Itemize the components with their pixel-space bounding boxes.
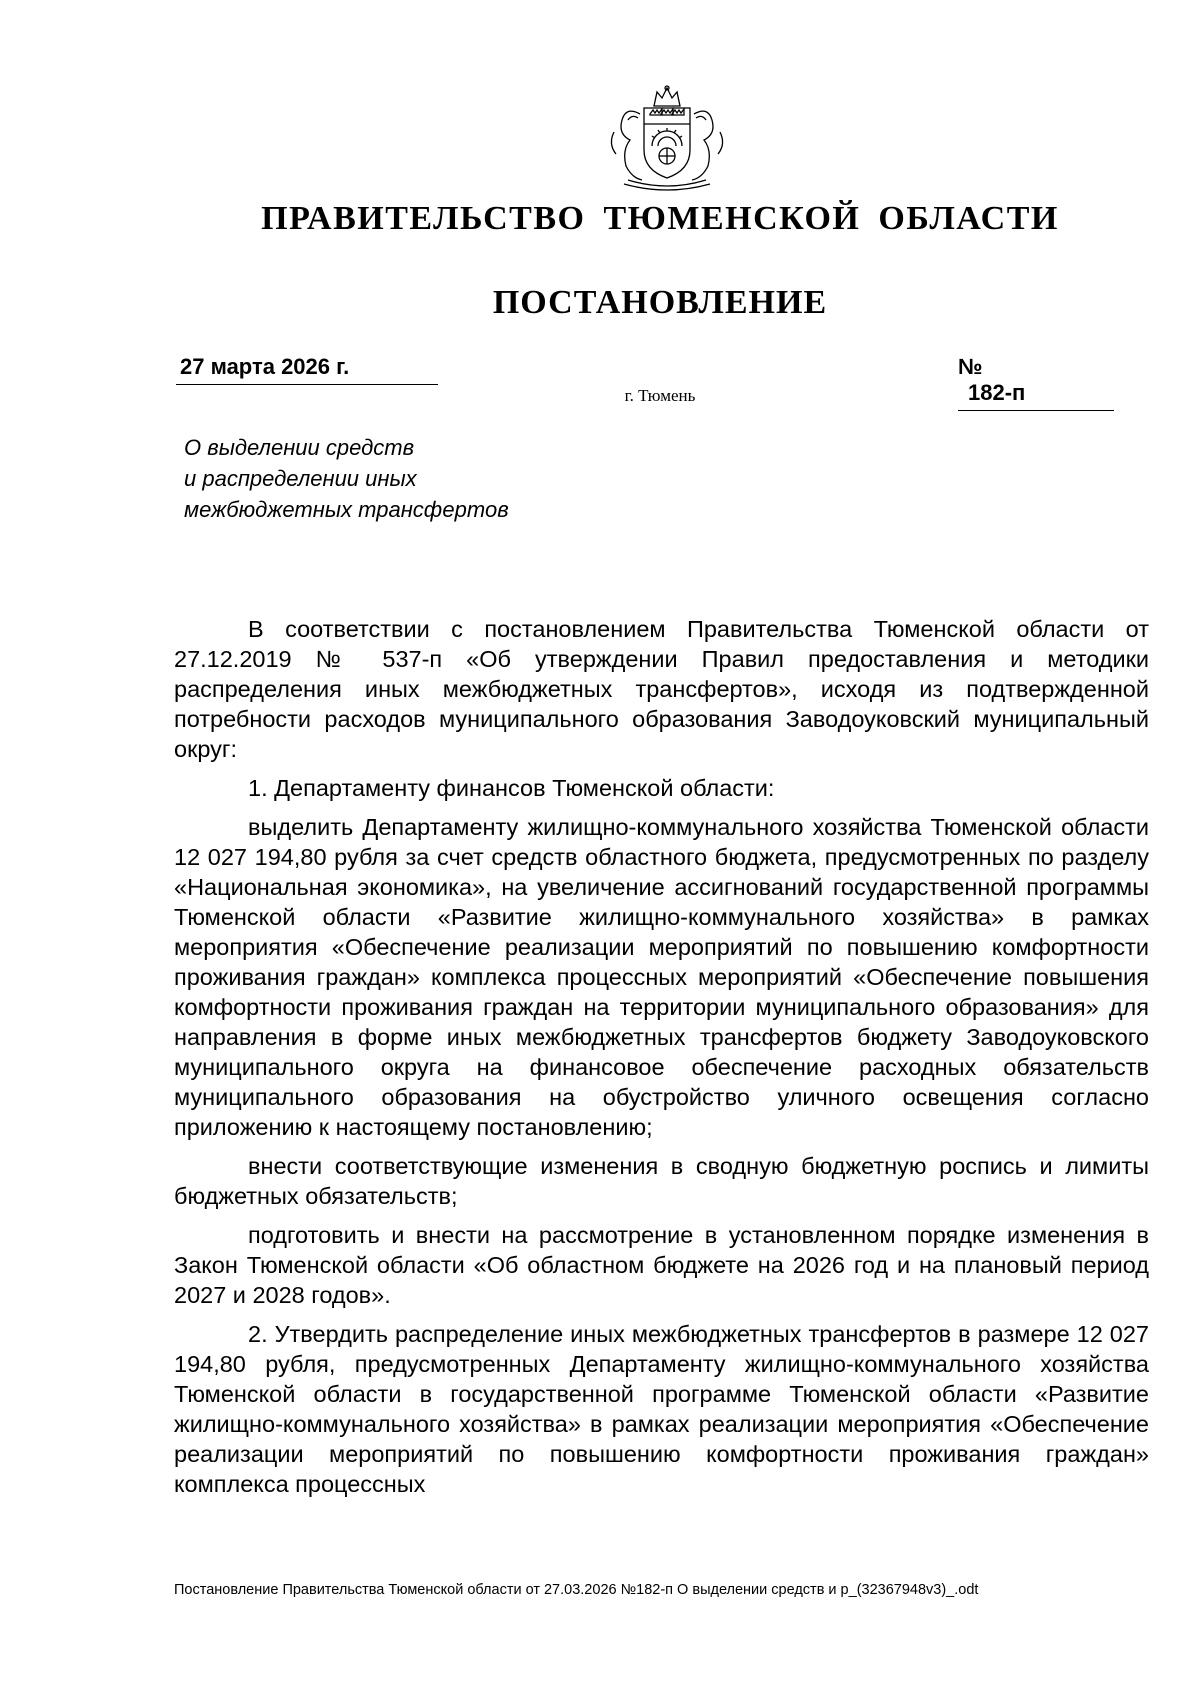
subject-line: межбюджетных трансфертов	[184, 497, 509, 522]
coat-of-arms-icon	[602, 84, 732, 196]
document-number: 182-п	[958, 380, 1114, 411]
paragraph-item-2: 2. Утвердить распределение иных межбюджетных трансфертов в размере 12 027 194,80 рубля, предусмотренных Департаменту жилищно-коммунального хозяйства Тюменской области в государственной программе Тюменской области «Развитие жилищно-коммунального хозяйства» в рамках реализации мероприятия «Обеспечение реализации мероприятий по повышению комфортности проживания граждан» комплекса процессных	[174, 1321, 1149, 1497]
number-sign: №	[958, 354, 983, 379]
paragraph-law: подготовить и внести на рассмотрение в установленном порядке изменения в Закон Тюменской области «Об областном бюджете на 2026 год и на плановый период 2027 и 2028 годов».	[174, 1222, 1149, 1308]
paragraph-preamble: В соответствии с постановлением Правительства Тюменской области от 27.12.2019 № 537-п «Об утверждении Правил предоставления и методики распределения иных межбюджетных трансфертов», исходя из подтвержденной потребности расходов муниципального образования Заводоуковский муниципальный округ:	[174, 616, 1149, 762]
page-footer: Постановление Правительства Тюменской области от 27.03.2026 №182-п О выделении средств и р_(32367948v3)_.odt	[174, 1582, 979, 1598]
document-type: ПОСТАНОВЛЕНИЕ	[492, 284, 828, 321]
paragraph-allocate: выделить Департаменту жилищно-коммунального хозяйства Тюменской области 12 027 194,80 рубля за счет средств областного бюджета, предусмотренных по разделу «Национальная экономика», на увеличение ассигнований государственной программы Тюменской области «Развитие жилищно-коммунального хозяйства» в рамках мероприятия «Обеспечение реализации мероприятий по повышению комфортности проживания граждан» комплекса процессных мероприятий «Обеспечение повышения комфортности проживания граждан на территории муниципального образования» для направления в форме иных межбюджетных трансфертов бюджету Заводоуковского муниципального округа на финансовое обеспечение расходных обязательств муниципального образования на обустройство уличного освещения согласно приложению к настоящему постановлению;	[174, 814, 1149, 1140]
subject-line: О выделении средств	[184, 435, 415, 460]
city: г. Тюмень	[624, 386, 696, 405]
organization-title: ПРАВИТЕЛЬСТВО ТЮМЕНСКОЙ ОБЛАСТИ	[261, 200, 1059, 237]
document-body	[174, 614, 1149, 1508]
paragraph-changes: внести соответствующие изменения в сводную бюджетную роспись и лимиты бюджетных обязательств;	[174, 1153, 1149, 1209]
paragraph-item-1: 1. Департаменту финансов Тюменской области:	[248, 775, 775, 801]
document-date: 27 марта 2026 г.	[176, 354, 438, 385]
document-subject	[184, 432, 509, 525]
subject-line: и распределении иных	[184, 466, 417, 491]
document-number-field	[958, 354, 1144, 405]
